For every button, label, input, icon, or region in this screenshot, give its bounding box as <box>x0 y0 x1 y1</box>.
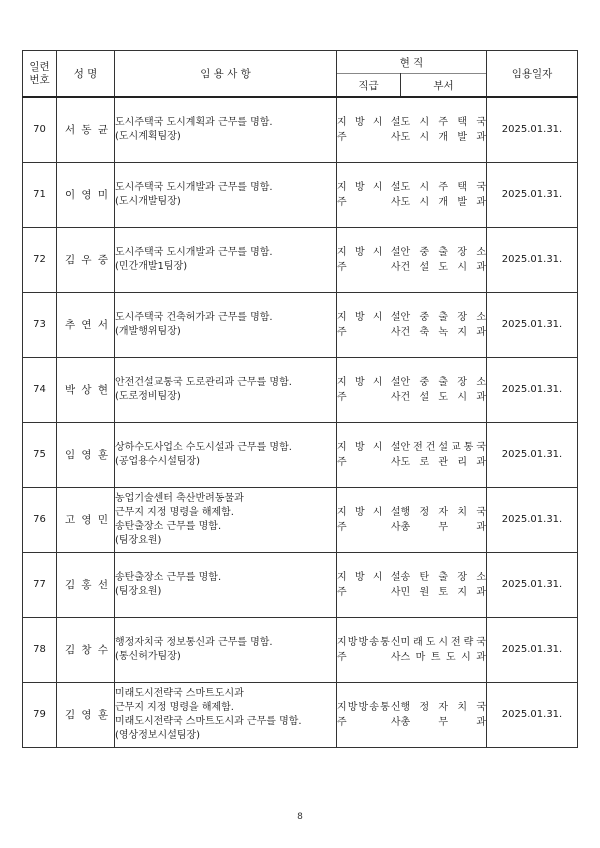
name-char: 연 <box>81 319 92 331</box>
header-appointment-details: 임 용 사 항 <box>115 51 337 98</box>
rank-char: 설 <box>390 506 401 518</box>
serial-number: 76 <box>23 487 57 552</box>
department-line: 건 설 도 시 과 <box>400 391 486 403</box>
current-rank <box>337 682 401 747</box>
name-char: 김 <box>65 644 76 656</box>
name-char: 김 <box>65 709 76 721</box>
table-row <box>23 487 578 552</box>
name-char: 창 <box>81 644 92 656</box>
details-line: (팀장요원) <box>115 534 162 546</box>
name-char: 이 <box>65 189 76 201</box>
rank-char: 시 <box>372 506 383 518</box>
details-line: 농업기술센터 축산반려동물과 <box>115 492 244 504</box>
appointment-date: 2025.01.31. <box>487 162 578 227</box>
details-line: (통신허가팀장) <box>115 650 181 662</box>
name-char: 영 <box>81 449 92 461</box>
details-line: (도로정비팀장) <box>115 390 181 402</box>
appointment-date: 2025.01.31. <box>487 552 578 617</box>
appointment-table <box>22 50 578 748</box>
rank-char: 지 <box>337 441 347 453</box>
rank-char: 사 <box>390 131 401 143</box>
rank-char: 시 <box>372 246 383 258</box>
department-line: 총 무 과 <box>400 521 486 533</box>
details-line: (공업용수시설팀장) <box>115 455 201 467</box>
appointment-date: 2025.01.31. <box>487 487 578 552</box>
rank-char: 방 <box>354 246 365 258</box>
name-char: 서 <box>65 124 76 137</box>
details-line: 근무지 지정 명령을 해제함. <box>115 506 234 518</box>
rank-char: 방 <box>354 311 365 323</box>
details-line: 도시주택국 건축허가과 근무를 명함. <box>115 311 273 323</box>
person-name <box>57 357 115 422</box>
details-line: (영상정보시설팀장) <box>115 729 201 741</box>
rank-char: 사 <box>390 456 401 468</box>
person-name <box>57 487 115 552</box>
rank-char: 지 <box>337 116 347 128</box>
rank-char: 신 <box>390 701 401 713</box>
name-char: 상 <box>81 384 92 396</box>
details-line: 미래도시전략국 스마트도시과 근무를 명함. <box>115 715 302 727</box>
name-char: 동 <box>81 124 92 137</box>
header-rank: 직급 <box>337 74 401 98</box>
current-department <box>401 162 487 227</box>
table-row <box>23 422 578 487</box>
rank-char: 통 <box>380 636 390 648</box>
rank-char: 시 <box>372 441 383 453</box>
header-appointment-date: 임용일자 <box>487 51 578 98</box>
rank-char: 지 <box>337 311 347 323</box>
page-number: 8 <box>297 812 303 822</box>
current-rank <box>337 357 401 422</box>
rank-char: 사 <box>390 196 401 208</box>
rank-char: 지 <box>337 636 347 648</box>
appointment-date: 2025.01.31. <box>487 617 578 682</box>
current-rank <box>337 292 401 357</box>
serial-number: 71 <box>23 162 57 227</box>
details-line: (민간개발1팀장) <box>115 260 188 272</box>
rank-char: 방 <box>358 701 369 713</box>
rank-char: 신 <box>390 636 401 648</box>
rank-char: 통 <box>380 701 390 713</box>
table-row <box>23 357 578 422</box>
appointment-details <box>115 422 337 487</box>
appointment-date: 2025.01.31. <box>487 97 578 162</box>
name-char: 홍 <box>81 579 92 591</box>
department-line: 안 중 출 장 소 <box>400 376 486 388</box>
rank-char: 지 <box>337 571 347 583</box>
department-line: 행 정 자 치 국 <box>400 701 486 713</box>
appointment-date: 2025.01.31. <box>487 227 578 292</box>
department-line: 총 무 과 <box>400 716 486 728</box>
rank-char: 시 <box>372 116 383 128</box>
rank-char: 시 <box>372 181 383 193</box>
rank-char: 주 <box>337 391 347 403</box>
current-department <box>401 552 487 617</box>
serial-number: 74 <box>23 357 57 422</box>
rank-char: 시 <box>372 376 383 388</box>
department-line: 도 시 개 발 과 <box>400 131 486 143</box>
rank-char: 설 <box>390 246 401 258</box>
current-department <box>401 682 487 747</box>
rank-char: 방 <box>354 571 365 583</box>
department-line: 스 마 트 도 시 과 <box>400 651 486 663</box>
department-line: 도 시 개 발 과 <box>400 196 486 208</box>
details-line: (개발행위팀장) <box>115 325 181 337</box>
current-rank <box>337 617 401 682</box>
rank-char: 주 <box>337 521 347 533</box>
department-line: 도 시 주 택 국 <box>400 181 486 193</box>
rank-char: 지 <box>337 246 347 258</box>
name-char: 김 <box>65 254 76 266</box>
person-name <box>57 227 115 292</box>
rank-char: 방 <box>354 181 365 193</box>
department-line: 안 중 출 장 소 <box>400 246 486 258</box>
appointment-details <box>115 552 337 617</box>
name-char: 민 <box>97 514 108 526</box>
rank-char: 사 <box>390 651 401 663</box>
details-line: (도시개발팀장) <box>115 195 181 207</box>
serial-number: 79 <box>23 682 57 747</box>
department-line: 송 탄 출 장 소 <box>400 571 486 583</box>
current-rank <box>337 162 401 227</box>
details-line: 송탄출장소 근무를 명함. <box>115 520 222 532</box>
rank-char: 설 <box>390 311 401 323</box>
rank-char: 주 <box>337 651 347 663</box>
appointment-date: 2025.01.31. <box>487 422 578 487</box>
department-line: 민 원 토 지 과 <box>400 586 486 598</box>
appointment-date: 2025.01.31. <box>487 357 578 422</box>
appointment-details <box>115 617 337 682</box>
serial-number: 75 <box>23 422 57 487</box>
current-department <box>401 292 487 357</box>
appointment-details <box>115 292 337 357</box>
header-department: 부서 <box>401 74 487 98</box>
appointment-date: 2025.01.31. <box>487 682 578 747</box>
name-char: 영 <box>81 514 92 526</box>
details-line: 도시주택국 도시계획과 근무를 명함. <box>115 116 273 128</box>
name-char: 균 <box>97 124 108 137</box>
details-line: 송탄출장소 근무를 명함. <box>115 571 222 583</box>
rank-char: 설 <box>390 441 401 453</box>
rank-char: 주 <box>337 261 347 273</box>
name-char: 미 <box>97 189 108 201</box>
rank-char: 주 <box>337 196 347 208</box>
rank-char: 사 <box>390 326 401 338</box>
rank-char: 지 <box>337 376 347 388</box>
name-char: 영 <box>81 189 92 201</box>
current-department <box>401 487 487 552</box>
details-line: 상하수도사업소 수도시설과 근무를 명함. <box>115 441 292 453</box>
appointment-date: 2025.01.31. <box>487 292 578 357</box>
person-name <box>57 682 115 747</box>
current-department <box>401 227 487 292</box>
details-line: 근무지 지정 명령을 해제함. <box>115 701 234 713</box>
rank-char: 주 <box>337 326 347 338</box>
header-serial-number: 일련 번호 <box>23 51 57 98</box>
details-line: (도시계획팀장) <box>115 130 181 142</box>
rank-char: 방 <box>354 506 365 518</box>
rank-char: 지 <box>337 701 347 713</box>
department-line: 미 래 도 시 전 략 국 <box>400 636 486 648</box>
name-char: 중 <box>97 254 108 266</box>
rank-char: 사 <box>390 391 401 403</box>
rank-char: 방 <box>354 376 365 388</box>
rank-char: 설 <box>390 571 401 583</box>
table-row <box>23 227 578 292</box>
name-char: 우 <box>81 254 92 266</box>
appointment-details <box>115 487 337 552</box>
rank-char: 사 <box>390 521 401 533</box>
name-char: 박 <box>65 384 76 396</box>
current-rank <box>337 487 401 552</box>
current-rank <box>337 552 401 617</box>
department-line: 건 축 녹 지 과 <box>400 326 486 338</box>
rank-char: 주 <box>337 131 347 143</box>
current-department <box>401 97 487 162</box>
rank-char: 시 <box>372 311 383 323</box>
name-char: 추 <box>65 319 76 331</box>
details-line: 미래도시전략국 스마트도시과 <box>115 687 244 699</box>
department-line: 행 정 자 치 국 <box>400 506 486 518</box>
rank-char: 방 <box>354 116 365 128</box>
rank-char: 사 <box>390 586 401 598</box>
rank-char: 송 <box>369 636 379 648</box>
table-row <box>23 292 578 357</box>
name-char: 김 <box>65 579 76 591</box>
person-name <box>57 292 115 357</box>
rank-char: 주 <box>337 586 347 598</box>
rank-char: 설 <box>390 376 401 388</box>
department-line: 건 설 도 시 과 <box>400 261 486 273</box>
table-row <box>23 97 578 162</box>
current-department <box>401 422 487 487</box>
serial-number: 73 <box>23 292 57 357</box>
name-char: 서 <box>97 319 108 331</box>
header-name: 성 명 <box>57 51 115 98</box>
appointment-details <box>115 97 337 162</box>
department-line: 도 시 주 택 국 <box>400 116 486 128</box>
table-row <box>23 552 578 617</box>
current-rank <box>337 97 401 162</box>
rank-char: 방 <box>354 441 365 453</box>
details-line: 행정자치국 정보통신과 근무를 명함. <box>115 636 273 648</box>
current-department <box>401 617 487 682</box>
department-line: 도 로 관 리 과 <box>400 456 486 468</box>
name-char: 훈 <box>97 449 108 461</box>
appointment-details <box>115 682 337 747</box>
serial-number: 70 <box>23 97 57 162</box>
rank-char: 지 <box>337 506 347 518</box>
table-row <box>23 617 578 682</box>
person-name <box>57 617 115 682</box>
name-char: 현 <box>97 384 108 396</box>
rank-char: 방 <box>358 636 369 648</box>
table-row <box>23 682 578 747</box>
rank-char: 사 <box>390 716 401 728</box>
details-line: 안전건설교통국 도로관리과 근무를 명함. <box>115 376 292 388</box>
appointment-rows <box>23 97 578 747</box>
department-line: 안 중 출 장 소 <box>400 311 486 323</box>
rank-char: 송 <box>369 701 379 713</box>
current-rank <box>337 227 401 292</box>
person-name <box>57 97 115 162</box>
details-line: 도시주택국 도시개발과 근무를 명함. <box>115 181 273 193</box>
rank-char: 사 <box>390 261 401 273</box>
person-name <box>57 552 115 617</box>
name-char: 훈 <box>97 709 108 721</box>
rank-char: 방 <box>347 701 358 713</box>
serial-number: 77 <box>23 552 57 617</box>
rank-char: 시 <box>372 571 383 583</box>
serial-number: 72 <box>23 227 57 292</box>
details-line: (팀장요원) <box>115 585 162 597</box>
serial-number: 78 <box>23 617 57 682</box>
name-char: 임 <box>65 449 76 461</box>
appointment-details <box>115 357 337 422</box>
person-name <box>57 422 115 487</box>
name-char: 선 <box>97 579 108 591</box>
name-char: 고 <box>65 514 76 526</box>
name-char: 수 <box>97 644 108 656</box>
rank-char: 주 <box>337 716 347 728</box>
table-row <box>23 162 578 227</box>
department-line: 안 전 건 설 교 통 국 <box>400 441 486 453</box>
rank-char: 설 <box>390 181 401 193</box>
name-char: 영 <box>81 709 92 721</box>
person-name <box>57 162 115 227</box>
appointment-details <box>115 227 337 292</box>
appointment-details <box>115 162 337 227</box>
rank-char: 설 <box>390 116 401 128</box>
header-current-position: 현 직 <box>337 51 487 74</box>
rank-char: 방 <box>347 636 358 648</box>
current-rank <box>337 422 401 487</box>
rank-char: 지 <box>337 181 347 193</box>
current-department <box>401 357 487 422</box>
rank-char: 주 <box>337 456 347 468</box>
details-line: 도시주택국 도시개발과 근무를 명함. <box>115 246 273 258</box>
